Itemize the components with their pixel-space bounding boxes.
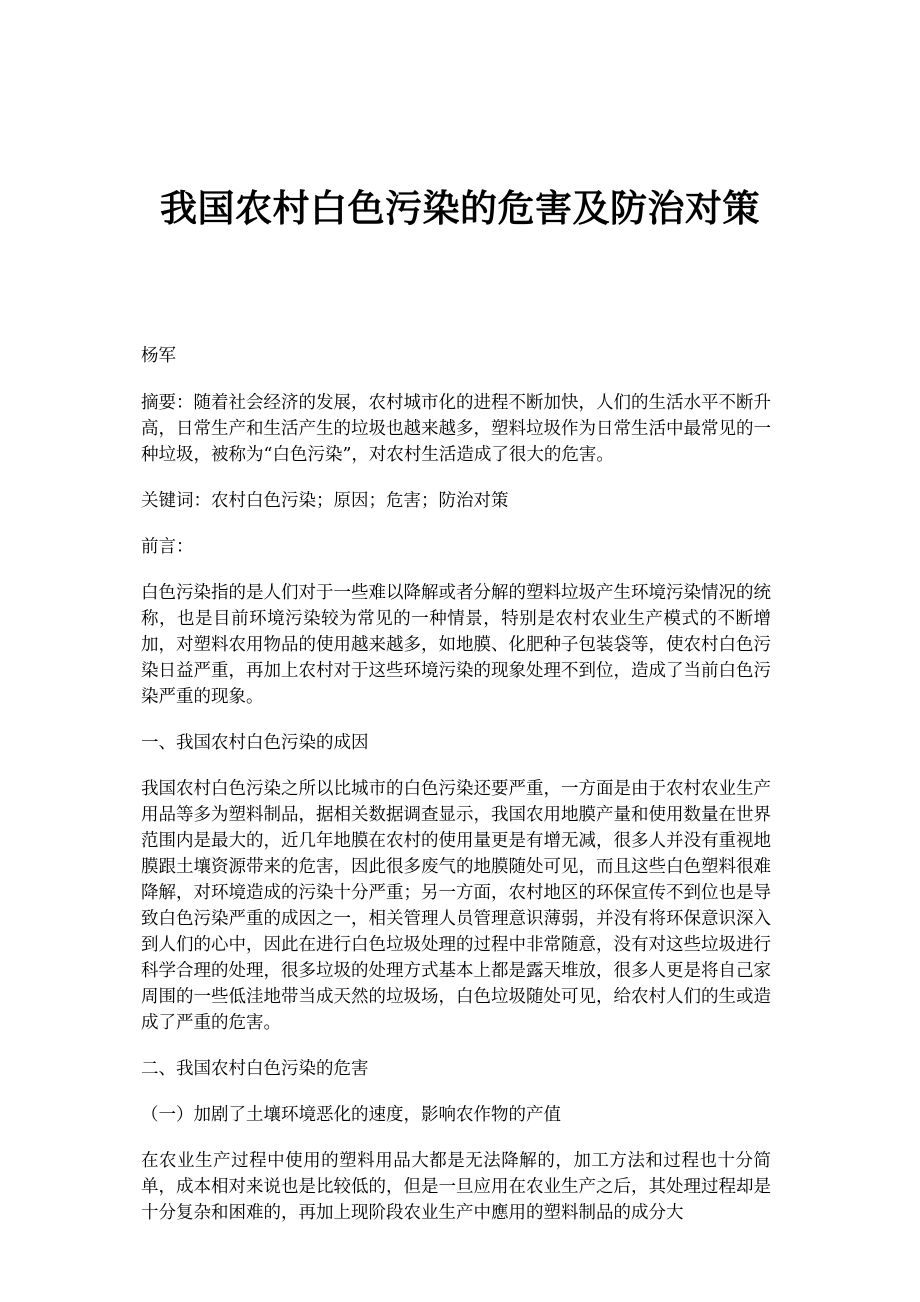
abstract-paragraph: 摘要：随着社会经济的发展，农村城市化的进程不断加快，人们的生活水平不断升高，日常生产和生活产生的垃圾也越来越多，塑料垃圾作为日常生活中最常见的一种垃圾，被称为“白色污染”，对农村生活造成了很大的危害。 — [141, 393, 771, 465]
document-body — [141, 343, 771, 1246]
document-title: 我国农村白色污染的危害及防治对策 — [160, 186, 760, 230]
subsection-paragraph-soil: 在农业生产过程中使用的塑料用品大都是无法降解的，加工方法和过程也十分简单，成本相对来说也是比较低的，但是一旦应用在农业生产之后，其处理过程却是十分复杂和困难的，再加上现阶段农业生产中應用的塑料制品的成分大 — [141, 1151, 771, 1223]
section-paragraph-causes: 我国农村白色污染之所以比城市的白色污染还要严重，一方面是由于农村农业生产用品等多为塑料制品，据相关数据调查显示，我国农用地膜产量和使用数量在世界范围内是最大的，近几年地膜在农村的使用量更是有增无减，很多人并没有重视地膜跟土壤资源带来的危害，因此很多废气的地膜随处可见，而且这些白色塑料很难降解，对环境造成的污染十分严重；另一方面，农村地区的环保宣传不到位也是导致白色污染严重的成因之一，相关管理人员管理意识薄弱，并没有将环保意识深入到人们的心中，因此在进行白色垃圾处理的过程中非常随意，没有对这些垃圾进行科学合理的处理，很多垃圾的处理方式基本上都是露天堆放，很多人更是将自己家周围的一些低洼地带当成天然的垃圾场，白色垃圾随处可见，给农村人们的生或造成了严重的危害。 — [141, 779, 771, 1033]
section-heading-harms: 二、我国农村白色污染的危害 — [141, 1059, 369, 1079]
keywords-paragraph: 关键词：农村白色污染；原因；危害；防治对策 — [141, 491, 509, 511]
preface-heading: 前言： — [141, 537, 194, 557]
subsection-heading-soil: （一）加剧了土壤环境恶化的速度，影响农作物的产值 — [141, 1105, 561, 1125]
author-name: 杨军 — [141, 346, 176, 366]
preface-paragraph: 白色污染指的是人们对于一些难以降解或者分解的塑料垃圾产生环境污染情况的统称，也是目前环境污染较为常见的一种情景，特别是农村农业生产模式的不断增加，对塑料农用物品的使用越来越多，如地膜、化肥种子包装袋等，使农村白色污染日益严重，再加上农村对于这些环境污染的现象处理不到位，造成了当前白色污染严重的现象。 — [141, 583, 771, 707]
section-heading-causes: 一、我国农村白色污染的成因 — [141, 733, 369, 753]
